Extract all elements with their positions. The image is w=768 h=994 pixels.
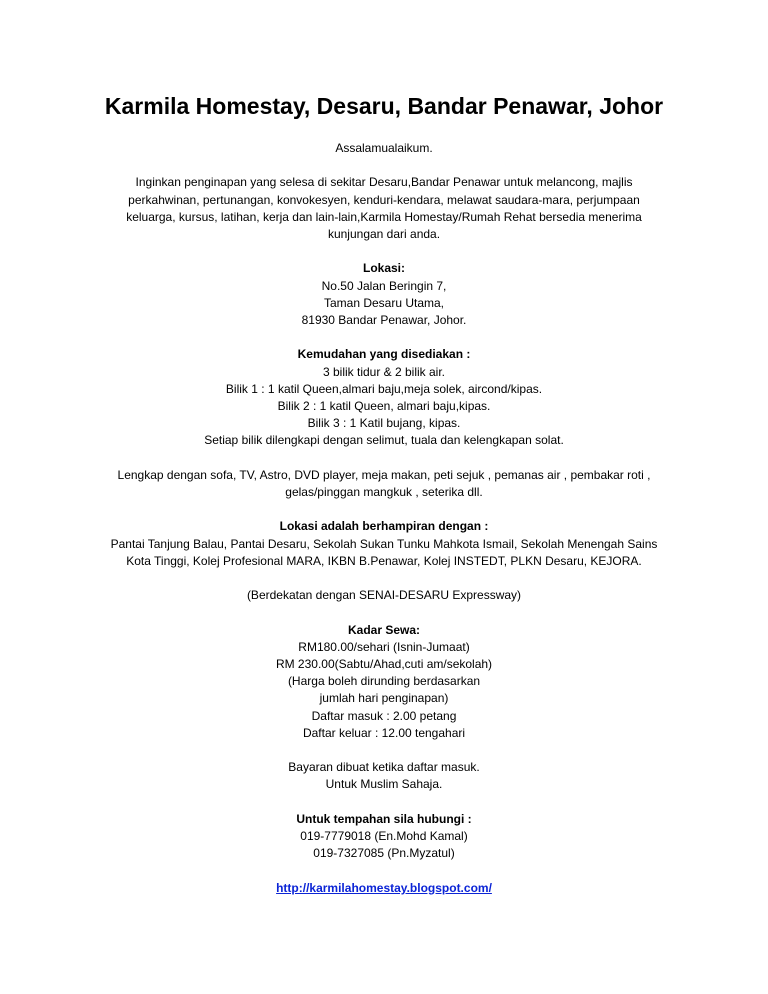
address-line: No.50 Jalan Beringin 7, (321, 278, 447, 293)
spacer (80, 157, 688, 174)
address-line: 81930 Bandar Penawar, Johor. (301, 313, 467, 327)
document-body (80, 140, 688, 897)
payment-line: Bayaran dibuat ketika daftar masuk. (288, 760, 480, 775)
expressway-note: (Berdekatan dengan SENAI-DESARU Expressway) (246, 588, 522, 603)
payment-line: Untuk Muslim Sahaja. (325, 777, 443, 792)
intro-line: perkahwinan, pertunangan, konvokesyen, kenduri-kendara, melawat saudara-mara, perjumpaan (128, 192, 640, 207)
rate-line: Daftar keluar : 12.00 tengahari (302, 725, 466, 740)
spacer (80, 862, 688, 879)
amenities-line: Lengkap dengan sofa, TV, Astro, DVD player, meja makan, peti sejuk , pemanas air , pembakar roti , (117, 467, 651, 482)
payment-section (80, 759, 688, 793)
page-title: Karmila Homestay, Desaru, Bandar Penawar, Johor (104, 93, 664, 119)
intro-line: kunjungan dari anda. (327, 227, 441, 241)
nearby-line: Pantai Tanjung Balau, Pantai Desaru, Sekolah Sukan Tunku Mahkota Ismail, Sekolah Menengah Sains (110, 536, 658, 551)
nearby-line: Kota Tinggi, Kolej Profesional MARA, IKBN B.Penawar, Kolej INSTEDT, PLKN Desaru, KEJORA. (126, 553, 642, 568)
rate-line: (Harga boleh dirunding berdasarkan (287, 674, 481, 689)
location-section (80, 260, 688, 329)
contact-heading: Untuk tempahan sila hubungi : (296, 811, 472, 826)
contact-section (80, 811, 688, 863)
spacer (80, 243, 688, 260)
location-heading: Lokasi: (362, 261, 405, 276)
intro-line: keluarga, kursus, latihan, kerja dan lain-lain,Karmila Homestay/Rumah Rehat bersedia menerima (126, 209, 642, 224)
address-line: Taman Desaru Utama, (323, 295, 445, 310)
blog-link[interactable]: http://karmilahomestay.blogspot.com/ (276, 880, 492, 895)
rates-section (80, 622, 688, 742)
facility-line: Bilik 1 : 1 katil Queen,almari baju,meja solek, aircond/kipas. (225, 381, 543, 396)
spacer (80, 742, 688, 759)
spacer (80, 794, 688, 811)
intro-line: Inginkan penginapan yang selesa di sekitar Desaru,Bandar Penawar untuk melancong, majlis (135, 175, 633, 190)
facilities-heading: Kemudahan yang disediakan : (297, 347, 471, 362)
greeting-text: Assalamualaikum. (335, 141, 433, 155)
rate-line: Daftar masuk : 2.00 petang (311, 708, 457, 723)
intro-paragraph (80, 174, 688, 243)
facilities-section (80, 346, 688, 449)
rates-heading: Kadar Sewa: (347, 622, 421, 637)
rate-line: RM 230.00(Sabtu/Ahad,cuti am/sekolah) (275, 656, 493, 671)
facility-line: Setiap bilik dilengkapi dengan selimut, tuala dan kelengkapan solat. (204, 433, 564, 448)
rate-line: jumlah hari penginapan) (319, 691, 449, 706)
contact-phone: 019-7779018 (En.Mohd Kamal) (300, 828, 468, 843)
facility-line: 3 bilik tidur & 2 bilik air. (322, 364, 446, 379)
spacer (80, 604, 688, 621)
spacer (80, 450, 688, 467)
spacer (80, 501, 688, 518)
facility-line: Bilik 2 : 1 katil Queen, almari baju,kipas. (277, 399, 491, 413)
spacer (80, 570, 688, 587)
facility-line: Bilik 3 : 1 Katil bujang, kipas. (307, 416, 461, 431)
rate-line: RM180.00/sehari (Isnin-Jumaat) (298, 639, 470, 654)
amenities-line: gelas/pinggan mangkuk , seterika dll. (285, 485, 483, 499)
nearby-heading: Lokasi adalah berhampiran dengan : (279, 519, 489, 534)
spacer (80, 329, 688, 346)
contact-phone: 019-7327085 (Pn.Myzatul) (313, 846, 455, 861)
amenities-paragraph (80, 467, 688, 501)
nearby-section (80, 518, 688, 570)
